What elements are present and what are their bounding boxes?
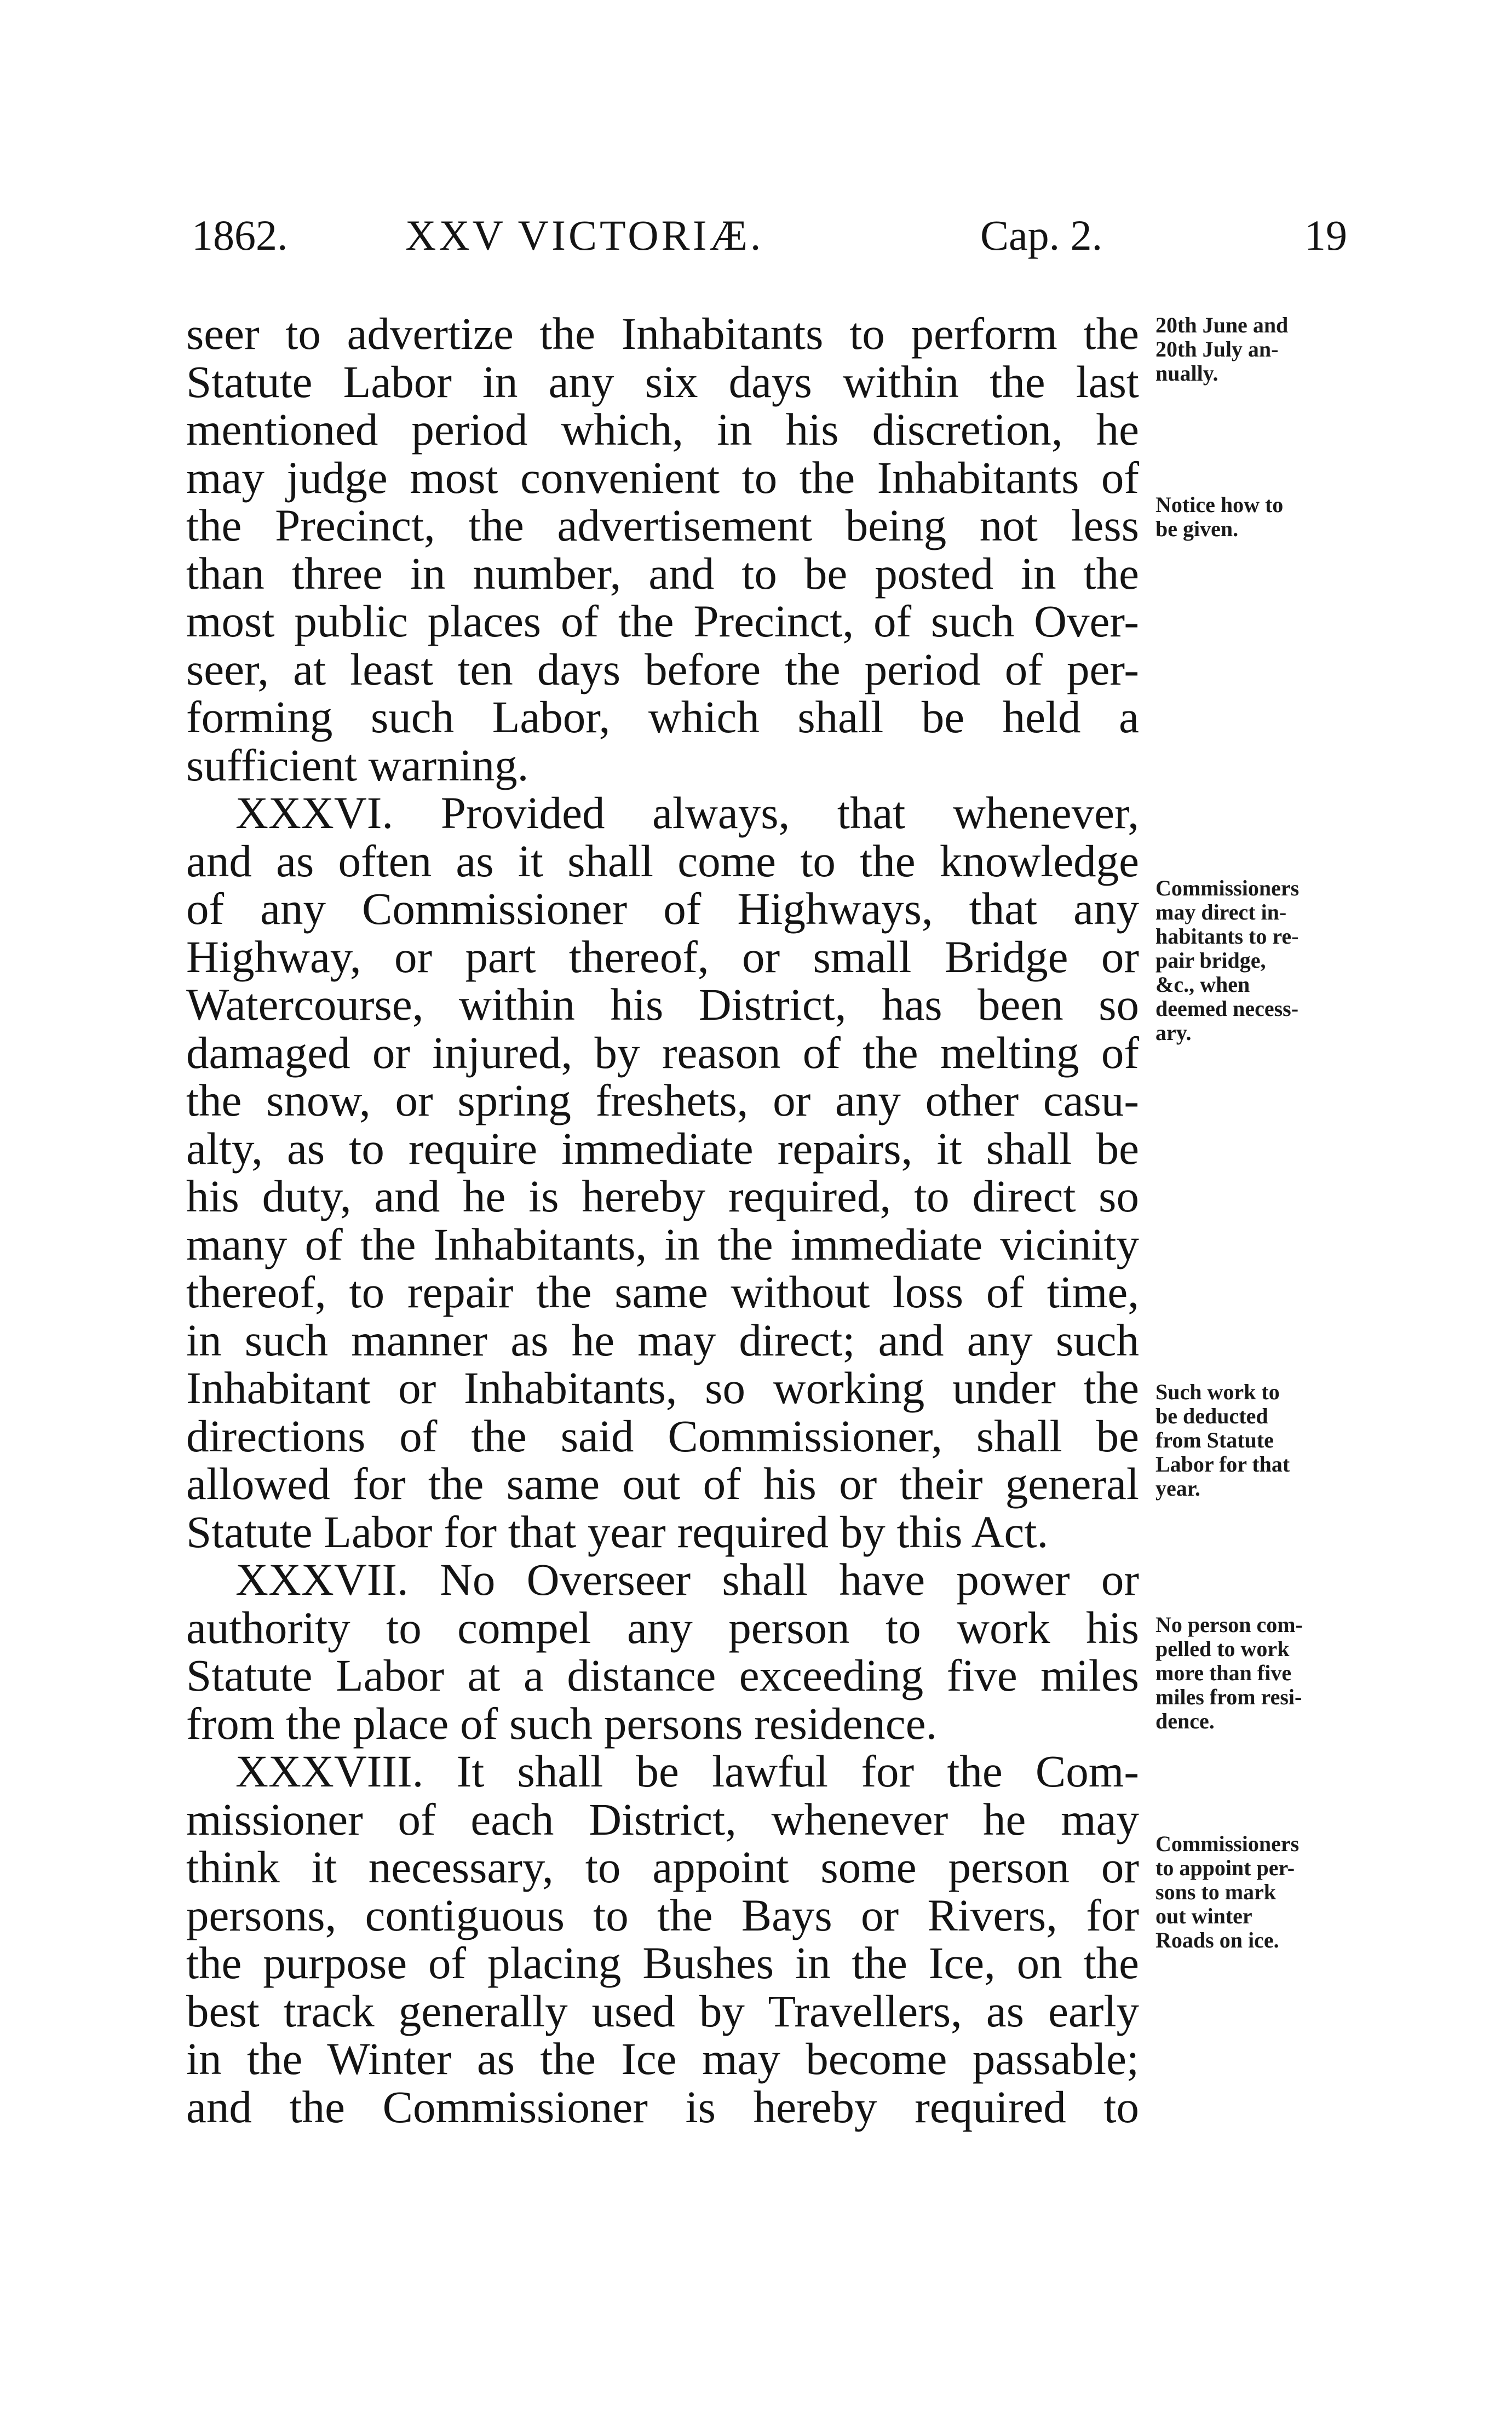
- text-line: Watercourse, within his District, has been so: [186, 979, 1139, 1030]
- text-line: Inhabitant or Inhabitants, so working under the: [186, 1363, 1139, 1413]
- margin-note-line: Commissioners: [1155, 1831, 1300, 1856]
- text-line: missioner of each District, whenever he may: [186, 1794, 1139, 1845]
- text-line: seer, at least ten days before the period of per-: [186, 644, 1139, 694]
- text-line: seer to advertize the Inhabitants to perform the: [186, 308, 1139, 359]
- section-xxxvii-heading-line: XXXVII. No Overseer shall have power or: [235, 1554, 1139, 1605]
- text-line: Highway, or part thereof, or small Bridge or: [186, 931, 1139, 982]
- text-line: damaged or injured, by reason of the melting of: [186, 1027, 1139, 1078]
- margin-note-line: miles from resi-: [1155, 1685, 1302, 1709]
- text-line: most public places of the Precinct, of such Over-: [186, 596, 1139, 646]
- text-line: allowed for the same out of his or their general: [186, 1458, 1139, 1509]
- margin-note-line: more than five: [1155, 1661, 1292, 1685]
- margin-note-line: nually.: [1155, 361, 1218, 386]
- margin-note-line: be deducted: [1155, 1404, 1268, 1428]
- text-line: than three in number, and to be posted in the: [186, 548, 1139, 599]
- text-line: of any Commissioner of Highways, that any: [186, 883, 1139, 934]
- text-line: and as often as it shall come to the knowledge: [186, 835, 1139, 886]
- text-line: Statute Labor for that year required by this Act.: [186, 1506, 1049, 1557]
- text-line: his duty, and he is hereby required, to direct so: [186, 1171, 1139, 1221]
- margin-note-work-deducted: [1155, 1380, 1336, 1501]
- text-line: Statute Labor at a distance exceeding five miles: [186, 1650, 1139, 1700]
- margin-note-line: out winter: [1155, 1904, 1252, 1928]
- margin-note-line: Commissioners: [1155, 876, 1300, 900]
- header-title: XXV VICTORIÆ.: [405, 211, 764, 259]
- text-line: may judge most convenient to the Inhabitants of: [186, 452, 1139, 503]
- header-chapter: Cap. 2.: [980, 211, 1103, 259]
- margin-note-line: No person com-: [1155, 1612, 1303, 1637]
- running-header: [192, 211, 1347, 260]
- margin-note-line: from Statute: [1155, 1428, 1274, 1452]
- margin-note-line: Labor for that: [1155, 1452, 1290, 1476]
- text-line: think it necessary, to appoint some person or: [186, 1842, 1139, 1892]
- margin-note-line: &c., when: [1155, 972, 1250, 997]
- section-xxxvi-heading-line: XXXVI. Provided always, that whenever,: [235, 788, 1139, 838]
- text-line: the snow, or spring freshets, or any other casu-: [186, 1075, 1139, 1125]
- text-line: in such manner as he may direct; and any such: [186, 1314, 1139, 1365]
- margin-note-line: dence.: [1155, 1709, 1215, 1733]
- body-text: [186, 310, 1139, 2131]
- margin-note-dates: [1155, 313, 1336, 386]
- margin-note-line: 20th June and: [1155, 313, 1289, 337]
- text-line: alty, as to require immediate repairs, it shall be: [186, 1123, 1139, 1174]
- margin-note-line: 20th July an-: [1155, 337, 1279, 361]
- margin-note-line: sons to mark: [1155, 1880, 1277, 1904]
- text-line: forming such Labor, which shall be held a: [186, 692, 1139, 742]
- text-line: the purpose of placing Bushes in the Ice, on the: [186, 1938, 1139, 1988]
- margin-note-line: may direct in-: [1155, 900, 1287, 924]
- margin-note-line: be given.: [1155, 516, 1239, 541]
- margin-note-line: habitants to re-: [1155, 924, 1299, 949]
- section-xxxviii-heading-line: XXXVIII. It shall be lawful for the Com-: [235, 1746, 1139, 1796]
- text-line: thereof, to repair the same without loss of time,: [186, 1267, 1139, 1317]
- margin-note-line: ary.: [1155, 1020, 1192, 1045]
- margin-note-line: Roads on ice.: [1155, 1928, 1279, 1952]
- margin-note-line: pelled to work: [1155, 1636, 1290, 1661]
- text-line: the Precinct, the advertisement being not less: [186, 500, 1139, 550]
- text-line: mentioned period which, in his discretion, he: [186, 404, 1139, 455]
- text-line: directions of the said Commissioner, shall be: [186, 1410, 1139, 1461]
- margin-note-line: Notice how to: [1155, 492, 1284, 517]
- text-line: from the place of such persons residence.: [186, 1698, 938, 1749]
- text-line: best track generally used by Travellers, as early: [186, 1985, 1139, 2036]
- margin-note-commissioners-direct: [1155, 876, 1336, 1045]
- header-year: 1862.: [192, 211, 288, 259]
- margin-note-line: to appoint per-: [1155, 1855, 1295, 1880]
- page-number: 19: [1304, 211, 1347, 259]
- margin-note-five-miles: [1155, 1613, 1336, 1733]
- text-line: Statute Labor in any six days within the last: [186, 356, 1139, 407]
- text-line: many of the Inhabitants, in the immediate vicinity: [186, 1219, 1139, 1269]
- text-line: sufficient warning.: [186, 739, 529, 790]
- margin-note-line: year.: [1155, 1476, 1200, 1501]
- text-line: authority to compel any person to work his: [186, 1602, 1139, 1653]
- text-line: in the Winter as the Ice may become passable;: [186, 2033, 1139, 2084]
- margin-note-line: deemed necess-: [1155, 996, 1299, 1021]
- text-line: and the Commissioner is hereby required to: [186, 2081, 1139, 2132]
- text-line: persons, contiguous to the Bays or Rivers, for: [186, 1889, 1139, 1940]
- margin-note-notice: [1155, 493, 1336, 541]
- margin-note-line: pair bridge,: [1155, 948, 1266, 973]
- margin-note-winter-roads: [1155, 1832, 1336, 1952]
- margin-note-line: Such work to: [1155, 1380, 1280, 1404]
